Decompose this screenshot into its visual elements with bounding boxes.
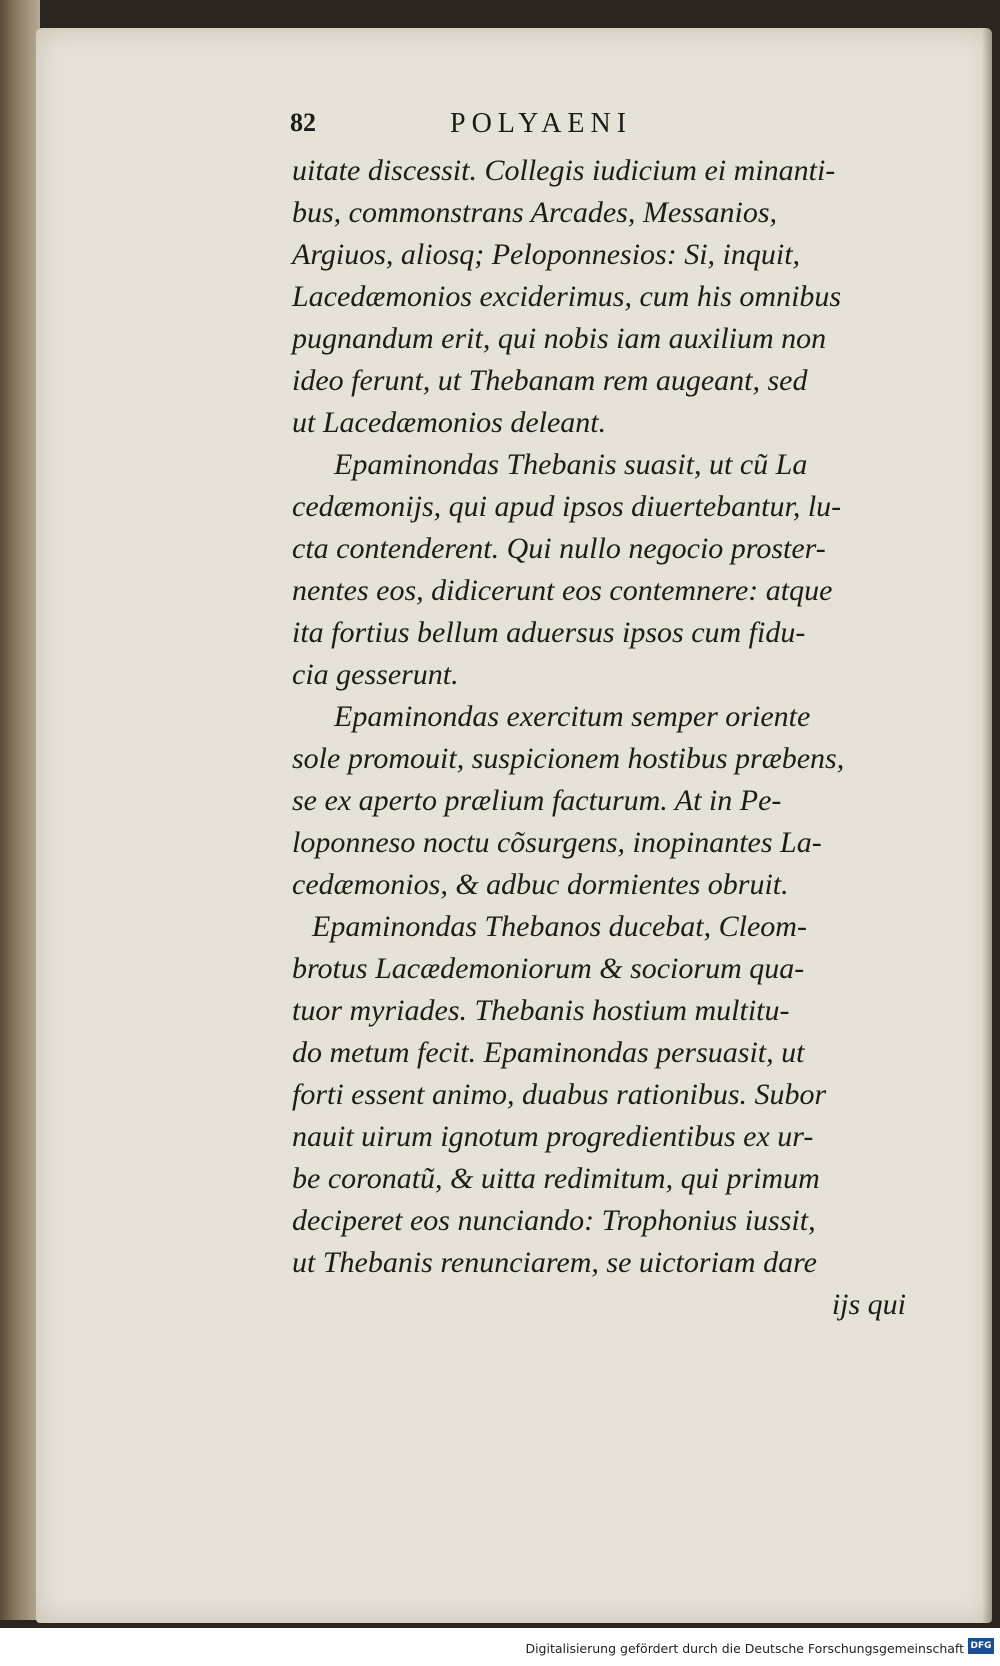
footer-credit: Digitalisierung gefördert durch die Deutsche Forschungsgemeinschaft [525, 1641, 964, 1656]
running-title: POLYAENI [450, 108, 633, 139]
text-line: cta contenderent. Qui nullo negocio proster- [292, 532, 826, 565]
text-line: sole promouit, suspicionem hostibus præbens, [292, 742, 845, 775]
text-line: do metum fecit. Epaminondas persuasit, ut [292, 1036, 805, 1069]
book-edge [0, 0, 40, 1620]
text-line: deciperet eos nunciando: Trophonius iussit, [292, 1204, 816, 1237]
text-line: uitate discessit. Collegis iudicium ei minanti- [292, 154, 836, 187]
text-line: se ex aperto prælium facturum. At in Pe- [292, 784, 782, 817]
text-line: ut Lacedæmonios deleant. [292, 406, 607, 439]
text-line: be coronatũ, & uitta redimitum, qui primum [292, 1162, 820, 1195]
text-line: cia gesserunt. [292, 658, 459, 691]
text-line: ideo ferunt, ut Thebanam rem augeant, sed [292, 364, 808, 397]
text-line: ita fortius bellum aduersus ipsos cum fidu- [292, 616, 806, 649]
catchword: ijs qui [831, 1288, 906, 1321]
text-line: cedæmonios, & adbuc dormientes obruit. [292, 868, 789, 901]
page-shadow [982, 28, 992, 1623]
paragraph-start-line: Epaminondas Thebanis suasit, ut cũ La [334, 448, 808, 481]
text-line: tuor myriades. Thebanis hostium multitu- [292, 994, 790, 1027]
main-text [292, 150, 952, 1326]
footer-bar [0, 1628, 1000, 1666]
text-line: Argiuos, aliosq; Peloponnesios: Si, inquit, [292, 238, 801, 271]
text-line: pugnandum erit, qui nobis iam auxilium non [292, 322, 827, 355]
text-line: cedæmonijs, qui apud ipsos diuertebantur, lu- [292, 490, 842, 523]
text-line: bus, commonstrans Arcades, Messanios, [292, 196, 777, 229]
page-header [290, 108, 750, 156]
text-line: Lacedæmonios exciderimus, cum his omnibus [292, 280, 842, 313]
text-line: brotus Lacædemoniorum & sociorum qua- [292, 952, 805, 985]
text-line: ut Thebanis renunciarem, se uictoriam dare [292, 1246, 817, 1279]
page-number: 82 [290, 108, 316, 137]
text-line: loponneso noctu cõsurgens, inopinantes La- [292, 826, 822, 859]
dfg-logo: DFG [968, 1638, 994, 1654]
text-line: forti essent animo, duabus rationibus. Subor [292, 1078, 827, 1111]
text-line: nentes eos, didicerunt eos contemnere: atque [292, 574, 833, 607]
text-line: nauit uirum ignotum progredientibus ex ur- [292, 1120, 814, 1153]
paragraph-start-line: Epaminondas Thebanos ducebat, Cleom- [312, 910, 807, 943]
paragraph-start-line: Epaminondas exercitum semper oriente [334, 700, 811, 733]
